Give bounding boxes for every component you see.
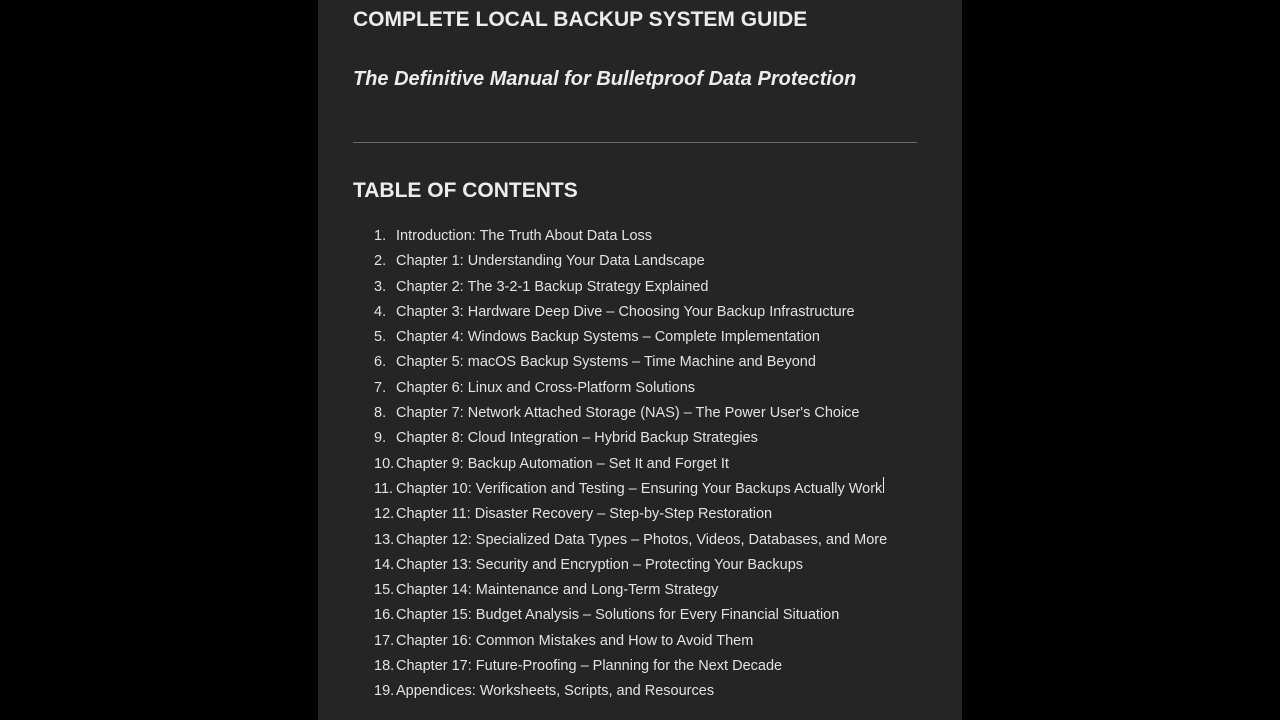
- toc-item-number: 15.: [374, 582, 395, 599]
- toc-item: [353, 679, 887, 704]
- toc-item: [353, 325, 887, 350]
- toc-item-number: 13.: [374, 531, 395, 548]
- toc-item: [353, 401, 887, 426]
- toc-item-text: Chapter 12: Specialized Data Types – Photos, Videos, Databases, and More: [396, 531, 888, 548]
- toc-item: [353, 452, 887, 477]
- toc-item-text: Chapter 17: Future-Proofing – Planning for the Next Decade: [396, 658, 783, 675]
- toc-item-number: 10.: [374, 455, 395, 472]
- toc-item: [353, 477, 887, 502]
- document-page[interactable]: [318, 0, 962, 720]
- toc-item-text: Chapter 7: Network Attached Storage (NAS) – The Power User's Choice: [396, 405, 860, 422]
- toc-item: [353, 528, 887, 553]
- toc-item-number: 2.: [374, 253, 387, 270]
- toc-item-number: 14.: [374, 556, 395, 573]
- toc-item-text: Chapter 16: Common Mistakes and How to Avoid Them: [396, 632, 754, 649]
- toc-item-text: Chapter 13: Security and Encryption – Protecting Your Backups: [396, 556, 804, 573]
- toc-item-number: 6.: [374, 354, 387, 371]
- toc-item-text: Chapter 9: Backup Automation – Set It and Forget It: [396, 455, 729, 472]
- toc-item-text: Chapter 6: Linux and Cross-Platform Solutions: [396, 379, 696, 396]
- toc-item: [353, 249, 887, 274]
- toc-item-number: 12.: [374, 506, 395, 523]
- toc-item-number: 17.: [374, 632, 395, 649]
- document-title: COMPLETE LOCAL BACKUP SYSTEM GUIDE: [353, 8, 808, 31]
- toc-item-number: 18.: [374, 658, 395, 675]
- toc-item-text: Chapter 4: Windows Backup Systems – Complete Implementation: [396, 329, 820, 346]
- toc-item-text: Chapter 10: Verification and Testing – Ensuring Your Backups Actually Work: [396, 480, 883, 497]
- toc-item-text: Introduction: The Truth About Data Loss: [396, 228, 653, 244]
- toc-item-text: Chapter 5: macOS Backup Systems – Time Machine and Beyond: [396, 354, 816, 371]
- document-subtitle: The Definitive Manual for Bulletproof Data Protection: [353, 68, 857, 90]
- toc-item: [353, 300, 887, 325]
- toc-item-number: 16.: [374, 607, 395, 624]
- toc-item-number: 11.: [374, 480, 394, 497]
- toc-item-text: Chapter 15: Budget Analysis – Solutions for Every Financial Situation: [396, 607, 840, 624]
- toc-item-number: 1.: [374, 228, 387, 244]
- toc-item-number: 9.: [374, 430, 387, 447]
- toc-item: [353, 654, 887, 679]
- toc-item-number: 19.: [374, 683, 395, 700]
- toc-item: [353, 224, 887, 249]
- horizontal-rule: [353, 142, 917, 143]
- toc-item: [353, 553, 887, 578]
- toc-item-text: Chapter 1: Understanding Your Data Landscape: [396, 253, 705, 270]
- toc-item: [353, 426, 887, 451]
- toc-list: [353, 224, 887, 705]
- toc-item-text: Appendices: Worksheets, Scripts, and Resources: [396, 683, 715, 700]
- toc-item: [353, 629, 887, 654]
- toc-item-text: Chapter 11: Disaster Recovery – Step-by-Step Restoration: [396, 506, 773, 523]
- toc-item-number: 3.: [374, 278, 387, 295]
- toc-item: [353, 603, 887, 628]
- toc-item-number: 5.: [374, 329, 387, 346]
- toc-heading: TABLE OF CONTENTS: [353, 179, 578, 202]
- toc-item-text: Chapter 8: Cloud Integration – Hybrid Backup Strategies: [396, 430, 758, 447]
- toc-item-text: Chapter 2: The 3-2-1 Backup Strategy Explained: [396, 278, 709, 295]
- toc-item: [353, 350, 887, 375]
- toc-item: [353, 376, 887, 401]
- toc-item-number: 7.: [374, 379, 387, 396]
- text-cursor: [883, 477, 884, 493]
- toc-item-number: 4.: [374, 303, 387, 320]
- toc-item-text: Chapter 14: Maintenance and Long-Term Strategy: [396, 582, 719, 599]
- toc-item: [353, 275, 887, 300]
- toc-item-number: 8.: [374, 405, 387, 422]
- toc-item: [353, 502, 887, 527]
- toc-item-text: Chapter 3: Hardware Deep Dive – Choosing Your Backup Infrastructure: [396, 303, 855, 320]
- toc-item: [353, 578, 887, 603]
